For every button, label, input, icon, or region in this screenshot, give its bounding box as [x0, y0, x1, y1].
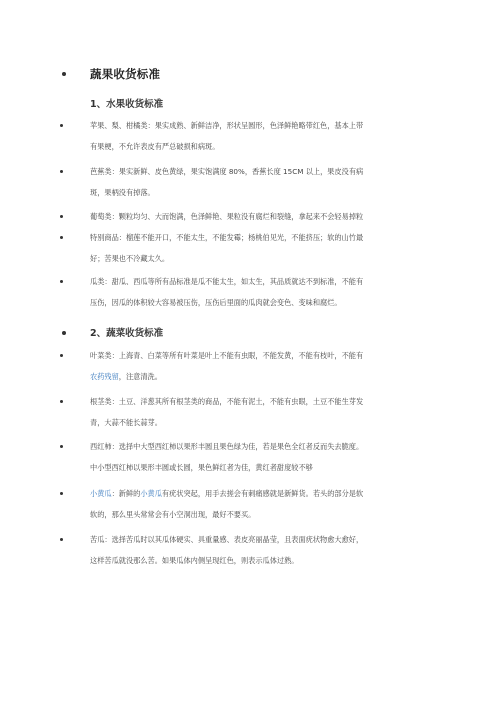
item-text: 压伤，因瓜的体积较大容易被压伤，压伤后里面的瓜肉就会变色、变味和腐烂。 — [90, 297, 342, 307]
bullet — [60, 538, 63, 541]
item-text: 青，大蒜不能长蒜芽。 — [90, 417, 162, 427]
item-text: 瓜类：甜瓜、西瓜等所有品标准是瓜不能太生，如太生，其品质就达不到标准，不能有 — [90, 277, 364, 286]
cucumber-link[interactable]: 小黄瓜 — [90, 489, 112, 498]
section-bullet — [62, 331, 66, 335]
list-item — [60, 346, 430, 387]
list-item — [60, 116, 430, 157]
section-heading-fruit: 1、水果收货标准 — [90, 99, 164, 110]
item-text: 葡萄类：颗粒均匀、大而饱满，色泽鲜艳、果粒没有腐烂和裂缝，拿起来不会轻易掉粒 — [90, 212, 364, 221]
item-text: 根茎类：土豆、洋葱其所有根茎类的商品，不能有泥土，不能有虫眼，土豆不能生芽发 — [90, 397, 364, 406]
title-bullet — [62, 72, 66, 76]
list-item — [60, 530, 430, 571]
cucumber-link[interactable]: 小黄瓜 — [140, 489, 162, 498]
item-text: 有果梗，不允许表皮有严总破损和病斑。 — [90, 141, 220, 151]
item-text: 好；苦果也不冷藏太久。 — [90, 253, 170, 263]
document-title: 蔬果收货标准 — [90, 67, 161, 81]
bullet — [60, 170, 63, 173]
list-item — [60, 272, 430, 313]
item-text: 中小型西红柿以果形丰圆或长圆，果色鲜红者为佳，黄红者甜度较不够 — [90, 462, 313, 472]
bullet — [60, 280, 63, 283]
item-text: 斑，果柄没有掉落。 — [90, 187, 155, 197]
item-text: 软的，那么里头常常会有小空洞出现，最好不要买。 — [90, 509, 256, 519]
list-item — [60, 437, 430, 478]
item-text: 苹果、梨、柑橘类：果实成熟、新鲜洁净，形状呈圆形，色泽鲜艳略带红色，基本上带 — [90, 121, 364, 130]
list-item — [60, 207, 430, 228]
item-text — [60, 484, 430, 505]
item-text — [60, 367, 430, 388]
bullet — [60, 400, 63, 403]
item-text-part: ：新鲜的 — [111, 489, 141, 498]
section-heading-vegetable: 2、蔬菜收货标准 — [90, 328, 164, 339]
list-item — [60, 484, 430, 525]
list-item — [60, 162, 430, 203]
bullet — [60, 445, 63, 448]
bullet — [60, 215, 63, 218]
item-text: 这样苦瓜就没那么苦。如果瓜体内侧呈现红色，则表示瓜体过熟。 — [90, 555, 299, 565]
item-text: 特别商品：榴莲不能开口，不能太生，不能发霉；杨桃伯见光，不能挤压；软的山竹最 — [90, 233, 364, 242]
item-text-tail: ，注意清洗。 — [118, 371, 162, 381]
bullet — [60, 124, 63, 127]
item-text: 苦瓜：选择苦瓜时以其瓜体硬实、具重量感、表皮亮丽晶莹，且表面疣状物愈大愈好， — [90, 535, 364, 544]
item-text: 芭蕉类：果实新鲜、皮色黄绿，果实饱满度 80%，香蕉长度 15CM 以上，果皮没有病 — [90, 167, 364, 176]
list-item — [60, 228, 430, 269]
bullet — [60, 492, 63, 495]
list-item — [60, 392, 430, 433]
pesticide-residue-link[interactable]: 农药残留 — [90, 371, 119, 381]
item-text: 西红柿：选择中大型西红柿以果形丰圆且果色绿为佳，若是果色全红者反而失去脆度。 — [90, 442, 364, 451]
item-text: 叶菜类：上海青、白菜等所有叶菜是叶上不能有虫眼，不能发黄，不能有枝叶，不能有 — [90, 351, 364, 360]
bullet — [60, 354, 63, 357]
item-text-part: 有疣状突起，用手去搓会有刺痛感就是新鲜货。若头的部分是软 — [161, 489, 364, 498]
bullet — [60, 236, 63, 239]
